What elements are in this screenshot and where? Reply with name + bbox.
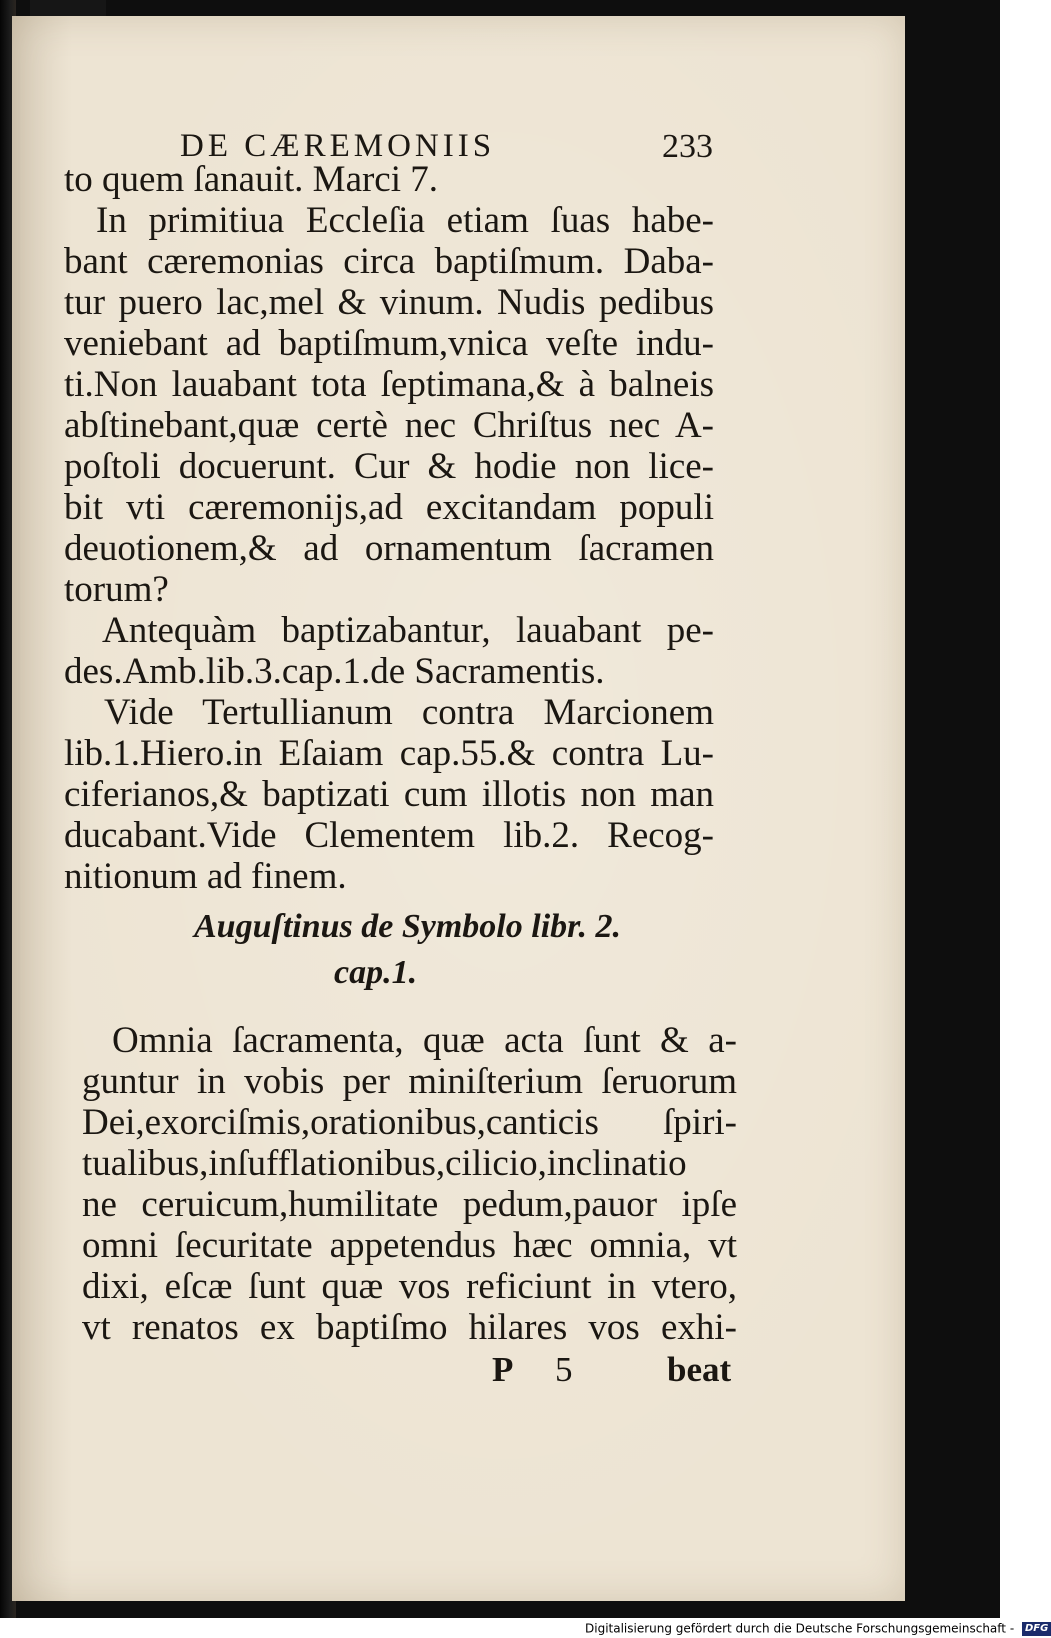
text-line: poſtoli docuerunt. Cur & hodie non lice- <box>64 446 714 487</box>
footer-text: Digitalisierung gefördert durch die Deutsche Forschungsgemeinschaft - <box>585 1621 1015 1636</box>
text-line: ducabant.Vide Clementem lib.2. Recog- <box>64 815 714 856</box>
text-line: guntur in vobis per miniſterium ſeruorum <box>82 1061 737 1102</box>
text-line: Vide Tertullianum contra Marcionem <box>104 692 714 733</box>
text-line: lib.1.Hiero.in Eſaiam cap.55.& contra Lu- <box>64 733 714 774</box>
signature-mark: P <box>492 1350 514 1389</box>
text-line: dixi, eſcæ ſunt quæ vos reficiunt in vtero, <box>82 1266 737 1307</box>
paper-page <box>12 16 905 1601</box>
text-line: bant cæremonias circa baptiſmum. Daba- <box>64 241 714 282</box>
text-line: torum? <box>64 569 169 610</box>
running-head: DE CÆREMONIIS <box>180 128 496 164</box>
page-number: 233 <box>662 128 713 165</box>
text-line: In primitiua Eccleſia etiam ſuas habe- <box>96 200 714 241</box>
section-heading: Auguſtinus de Symbolo libr. 2. <box>194 908 621 945</box>
text-line: abſtinebant,quæ certè nec Chriſtus nec A- <box>64 405 714 446</box>
text-line: ne ceruicum,humilitate pedum,pauor ipſe <box>82 1184 737 1225</box>
text-line: Antequàm baptizabantur, lauabant pe- <box>102 610 714 651</box>
catchword: beat <box>667 1350 732 1389</box>
text-line: nitionum ad finem. <box>64 856 347 897</box>
text-line: Omnia ſacramenta, quæ acta ſunt & a- <box>112 1020 737 1061</box>
text-line: tur puero lac,mel & vinum. Nudis pedibus <box>64 282 714 323</box>
text-line: omni ſecuritate appetendus hæc omnia, vt <box>82 1225 737 1266</box>
text-line: deuotionem,& ad ornamentum ſacramen <box>64 528 714 569</box>
text-line: tualibus,inſufflationibus,cilicio,inclinatio <box>82 1143 687 1184</box>
text-line: Dei,exorciſmis,orationibus,canticis ſpiri- <box>82 1102 737 1143</box>
text-line: bit vti cæremonijs,ad excitandam populi <box>64 487 714 528</box>
text-line: to quem ſanauit. Marci 7. <box>64 159 439 200</box>
section-heading-cap: cap.1. <box>334 954 418 991</box>
text-line: veniebant ad baptiſmum,vnica veſte indu- <box>64 323 714 364</box>
text-line: ciferianos,& baptizati cum illotis non man <box>64 774 714 815</box>
dfg-logo-icon: DFG <box>1022 1622 1051 1636</box>
text-line: ti.Non lauabant tota ſeptimana,& à balneis <box>64 364 714 405</box>
text-line: vt renatos ex baptiſmo hilares vos exhi- <box>82 1307 737 1348</box>
text-line: des.Amb.lib.3.cap.1.de Sacramentis. <box>64 651 605 692</box>
signature-number: 5 <box>555 1350 573 1389</box>
digitization-footer <box>585 1619 1051 1637</box>
